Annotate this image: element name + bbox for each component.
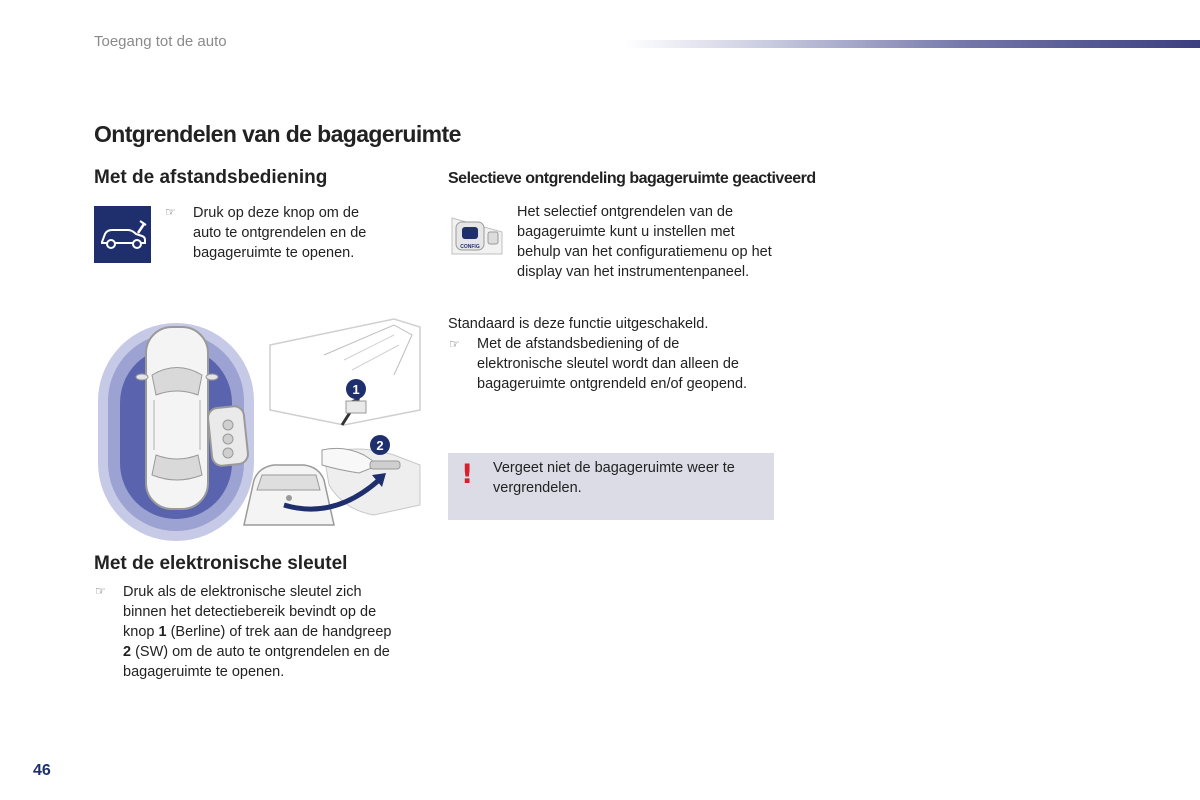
bullet-icon: ☞ <box>449 337 460 351</box>
car-trunk-open-icon <box>94 206 151 263</box>
standard-bullet: Met de afstandsbediening of de elektronische sleutel wordt dan alleen de bagageruimte ontgrendeld en/of geopend. <box>477 336 748 392</box>
callout-1: 1 <box>352 382 360 397</box>
svg-text:CONFIG: CONFIG <box>460 244 480 250</box>
steering-wheel-config-button-icon <box>448 214 506 256</box>
bullet-icon: ☞ <box>95 584 106 598</box>
bullet-icon: ☞ <box>165 205 176 219</box>
unlock-illustration <box>94 315 424 545</box>
page-number: 46 <box>33 762 51 779</box>
remote-heading: Met de afstandsbediening <box>94 167 328 188</box>
remote-instruction: Druk op deze knop om de auto te ontgrendelen en de bagageruimte te openen. <box>193 205 367 261</box>
warning-text: Vergeet niet de bagageruimte weer te vergrendelen. <box>493 460 735 496</box>
standard-text: Standaard is deze functie uitgeschakeld. <box>448 316 709 332</box>
selective-heading: Selectieve ontgrendeling bagageruimte geactiveerd <box>448 170 816 187</box>
key-instruction: Druk als de elektronische sleutel zich binnen het detectiebereik bevindt op de knop 1 (Berline) of trek aan de handgreep 2 (SW) om de auto te ontgrendelen en de bagageruimte te openen. <box>123 584 392 680</box>
header-gradient-bar <box>625 40 1200 48</box>
callout-2: 2 <box>376 438 384 453</box>
warning-icon: ! <box>461 459 474 490</box>
key-heading: Met de elektronische sleutel <box>94 553 348 574</box>
page-title: Ontgrendelen van de bagageruimte <box>94 121 461 147</box>
selective-description: Het selectief ontgrendelen van de bagageruimte kunt u instellen met behulp van het configuratiemenu op het display van het instrumentenpaneel. <box>517 204 772 280</box>
running-header: Toegang tot de auto <box>94 33 227 50</box>
